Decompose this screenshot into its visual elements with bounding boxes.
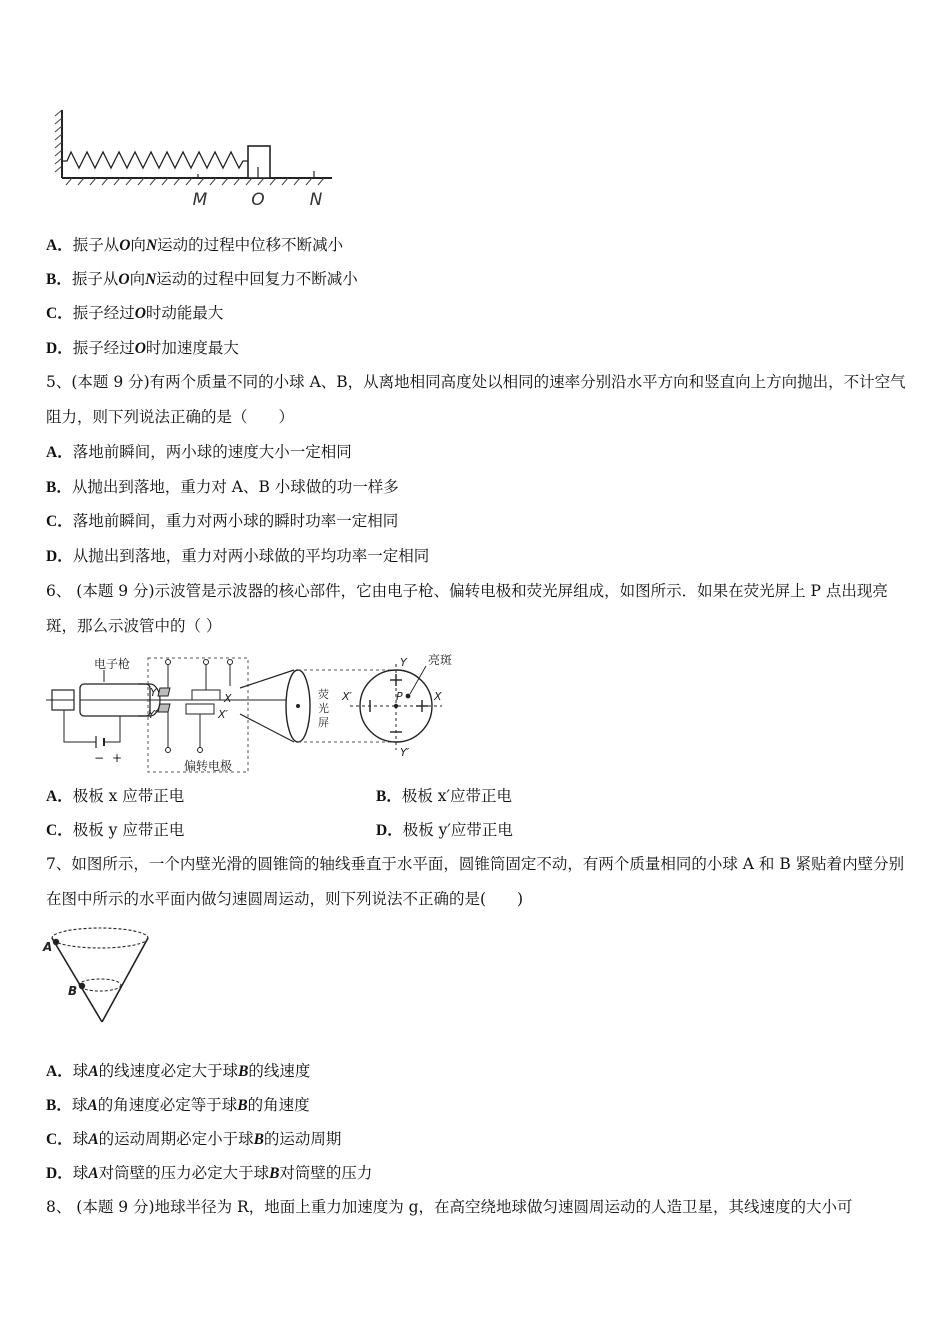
q5-option-d[interactable]: D．从抛出到落地，重力对两小球做的平均功率一定相同 (46, 547, 430, 565)
screen-char-3: 屏 (318, 716, 329, 729)
q4-option-a[interactable]: A．振子从O向N运动的过程中位移不断减小 (46, 236, 344, 254)
screen-x-prime: X′ (342, 690, 353, 703)
plate-y-prime: Y′ (148, 708, 158, 721)
q5-option-c[interactable]: C．落地前瞬间，重力对两小球的瞬时功率一定相同 (46, 512, 399, 530)
q4-option-c[interactable]: C．振子经过O时动能最大 (46, 304, 224, 322)
q7-stem: 7、如图所示，一个内壁光滑的圆锥筒的轴线垂直于水平面，圆锥筒固定不动，有两个质量相同的小球 A 和 B 紧贴着内壁分别在图中所示的水平面内做匀速圆周运动，则下列说法不正确的是( ) (46, 855, 905, 908)
screen-char-2: 光 (318, 702, 329, 715)
q4-option-d[interactable]: D．振子经过O时加速度最大 (46, 339, 239, 357)
spring-oscillator-figure (52, 106, 342, 210)
spot-label: 亮斑 (428, 653, 453, 667)
point-p: P (396, 690, 403, 703)
cone-figure (40, 924, 160, 1024)
plus-sign: + (112, 751, 123, 765)
plate-y: Y (150, 686, 157, 699)
q5-option-a[interactable]: A．落地前瞬间，两小球的速度大小一定相同 (46, 443, 352, 461)
q6-option-b[interactable]: B．极板 x′应带正电 (376, 787, 513, 805)
plate-x-prime: X′ (218, 708, 229, 721)
gun-label: 电子枪 (94, 657, 131, 671)
q7-option-c[interactable]: C．球A的运动周期必定小于球B的运动周期 (46, 1130, 342, 1148)
ball-b-label: B (68, 984, 78, 998)
screen-char-1: 荧 (318, 688, 329, 701)
minus-sign: − (94, 751, 105, 765)
plate-x: X (224, 692, 232, 705)
q5-option-b[interactable]: B．从抛出到落地，重力对 A、B 小球做的功一样多 (46, 478, 399, 496)
ball-a-label: A (43, 940, 53, 954)
q6-option-a[interactable]: A．极板 x 应带正电 (46, 787, 185, 805)
label-m: M (192, 190, 208, 210)
deflect-label: 偏转电极 (184, 759, 233, 773)
screen-x: X (434, 690, 442, 703)
oscilloscope-tube-figure (44, 650, 464, 775)
q7-option-b[interactable]: B．球A的角速度必定等于球B的角速度 (46, 1096, 310, 1114)
q8-stem: 8、 (本题 9 分)地球半径为 R，地面上重力加速度为 g，在高空绕地球做匀速圆周运动的人造卫星，其线速度的大小可 (46, 1198, 853, 1216)
screen-y: Y (400, 656, 407, 669)
q4-option-b[interactable]: B．振子从O向N运动的过程中回复力不断减小 (46, 270, 358, 288)
screen-y-prime: Y′ (400, 746, 410, 759)
q5-stem: 5、(本题 9 分)有两个质量不同的小球 A、B，从离地相同高度处以相同的速率分别沿水平方向和竖直向上方向抛出，不计空气阻力，则下列说法正确的是（ ） (46, 373, 906, 426)
q7-option-a[interactable]: A．球A的线速度必定大于球B的线速度 (46, 1062, 311, 1080)
label-n: N (309, 190, 323, 210)
label-o: O (251, 190, 265, 210)
q6-stem: 6、 (本题 9 分)示波管是示波器的核心部件，它由电子枪、偏转电极和荧光屏组成，如图所示．如果在荧光屏上 P 点出现亮斑，那么示波管中的（ ） (46, 582, 888, 635)
q6-option-c[interactable]: C．极板 y 应带正电 (46, 821, 185, 839)
q6-option-d[interactable]: D．极板 y′应带正电 (376, 821, 513, 839)
q7-option-d[interactable]: D．球A对筒壁的压力必定大于球B对筒壁的压力 (46, 1164, 373, 1182)
